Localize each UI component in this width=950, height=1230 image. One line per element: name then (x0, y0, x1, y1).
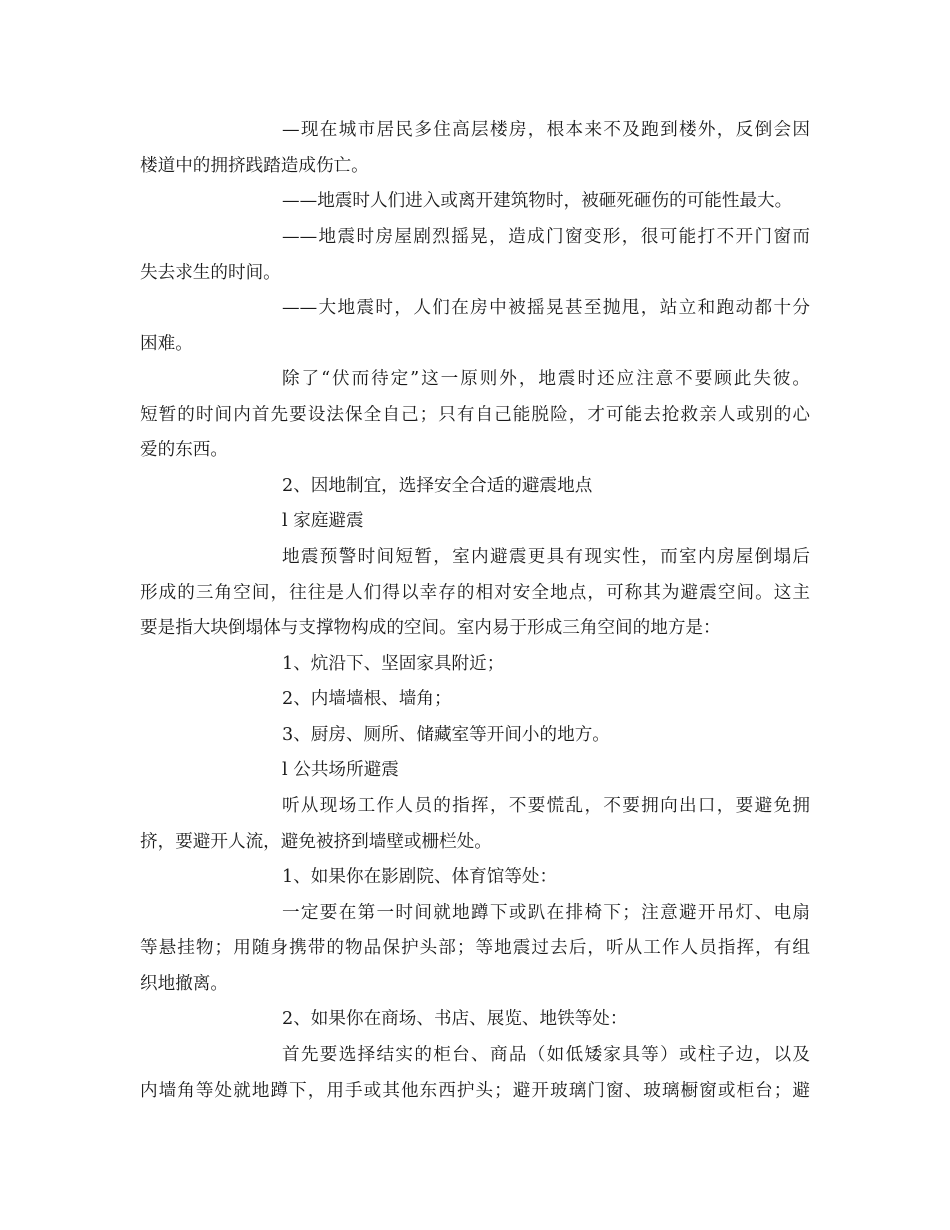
list-item: 1、如果你在影剧院、体育馆等处： (282, 867, 558, 887)
paragraph-line: 内墙角等处就地蹲下，用手或其他东西护头；避开玻璃门窗、玻璃橱窗或柜台；避 (140, 1081, 810, 1101)
paragraph-line: 形成的三角空间，往往是人们得以幸存的相对安全地点，可称其为避震空间。这主 (140, 583, 810, 603)
section-heading: 2、因地制宜，选择安全合适的避震地点 (282, 476, 593, 496)
paragraph-line: 挤，要避开人流，避免被挤到墙壁或栅栏处。 (140, 832, 492, 852)
subsection-heading: l 家庭避震 (282, 511, 364, 531)
list-item: 1、炕沿下、坚固家具附近； (282, 654, 505, 674)
paragraph-line: ——地震时人们进入或离开建筑物时，被砸死砸伤的可能性最大。 (282, 191, 793, 211)
paragraph-line: ——大地震时，人们在房中被摇晃甚至抛甩，站立和跑动都十分 (282, 298, 810, 318)
paragraph-line: 织地撤离。 (140, 974, 228, 994)
paragraph-line: 听从现场工作人员的指挥，不要慌乱，不要拥向出口，要避免拥 (282, 796, 810, 816)
paragraph-line: 困难。 (140, 334, 193, 354)
paragraph-line: 一定要在第一时间就地蹲下或趴在排椅下；注意避开吊灯、电扇 (282, 903, 810, 923)
paragraph-line: 等悬挂物；用随身携带的物品保护头部；等地震过去后，听从工作人员指挥，有组 (140, 938, 810, 958)
list-item: 2、内墙墙根、墙角； (282, 689, 452, 709)
paragraph-line: —现在城市居民多住高层楼房，根本来不及跑到楼外，反倒会因 (282, 120, 810, 140)
paragraph-line: 短暂的时间内首先要设法保全自己；只有自己能脱险，才可能去抢救亲人或别的心 (140, 405, 810, 425)
paragraph-line: ——地震时房屋剧烈摇晃，造成门窗变形，很可能打不开门窗而 (282, 227, 810, 247)
paragraph-line: 首先要选择结实的柜台、商品（如低矮家具等）或柱子边，以及 (282, 1045, 810, 1065)
paragraph-line: 要是指大块倒塌体与支撑物构成的空间。室内易于形成三角空间的地方是： (140, 618, 721, 638)
paragraph-line: 除了“伏而待定”这一原则外，地震时还应注意不要顾此失彼。 (282, 369, 810, 389)
paragraph-line: 爱的东西。 (140, 440, 228, 460)
list-item: 2、如果你在商场、书店、展览、地铁等处： (282, 1009, 628, 1029)
subsection-heading: l 公共场所避震 (282, 760, 399, 780)
paragraph-line: 地震预警时间短暂，室内避震更具有现实性，而室内房屋倒塌后 (282, 547, 810, 567)
paragraph-line: 楼道中的拥挤践踏造成伤亡。 (140, 156, 369, 176)
paragraph-line: 失去求生的时间。 (140, 263, 281, 283)
list-item: 3、厨房、厕所、储藏室等开间小的地方。 (282, 725, 610, 745)
